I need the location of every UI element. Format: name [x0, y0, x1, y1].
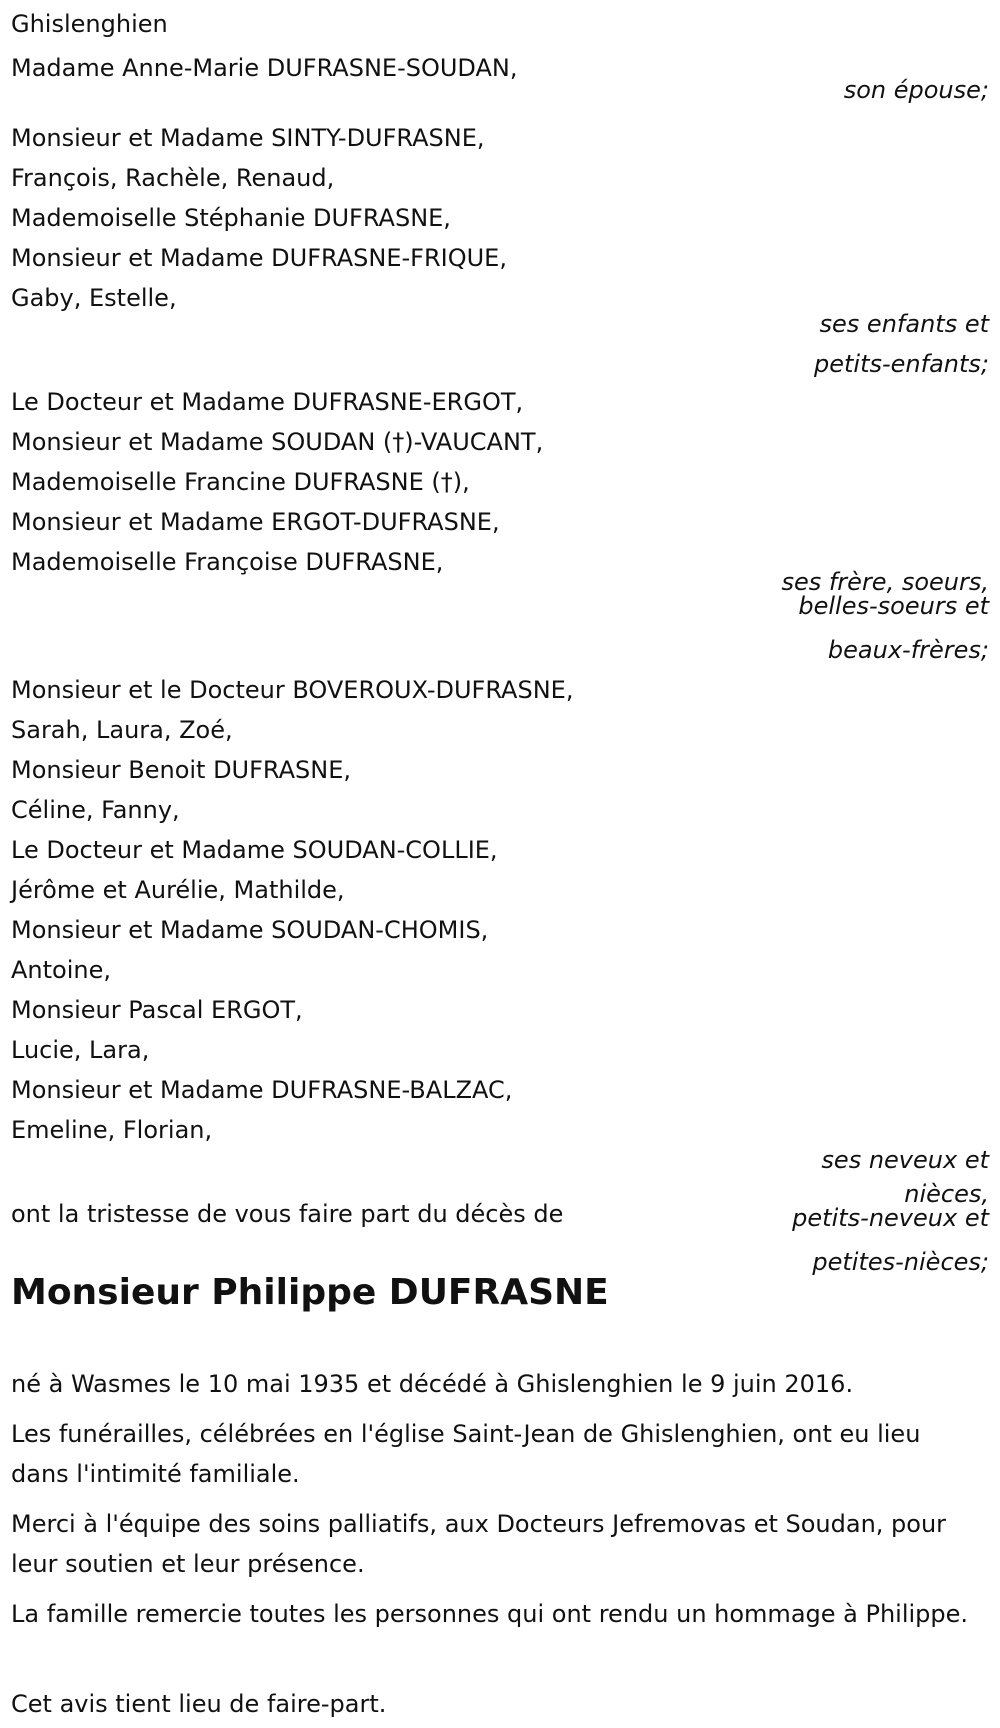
- family-member-line: Monsieur Pascal ERGOT,: [11, 996, 303, 1024]
- announcement-text: ont la tristesse de vous faire part du décès de: [11, 1200, 564, 1228]
- relation-label: petits-neveux et: [792, 1204, 989, 1232]
- relation-label: ses enfants et: [819, 310, 989, 338]
- relation-label: ses frère, soeurs,: [781, 568, 989, 596]
- family-member-line: Gaby, Estelle,: [11, 284, 177, 312]
- relation-label: son épouse;: [843, 76, 989, 104]
- family-member-line: François, Rachèle, Renaud,: [11, 164, 335, 192]
- relation-label: nièces,: [904, 1180, 989, 1208]
- family-member-line: Emeline, Florian,: [11, 1116, 213, 1144]
- closing-note: Cet avis tient lieu de faire-part.: [11, 1690, 387, 1718]
- family-member-line: Monsieur et Madame SINTY-DUFRASNE,: [11, 124, 485, 152]
- family-member-line: Jérôme et Aurélie, Mathilde,: [11, 876, 345, 904]
- family-member-line: Antoine,: [11, 956, 111, 984]
- family-member-line: Monsieur et Madame ERGOT-DUFRASNE,: [11, 508, 500, 536]
- relation-label: beaux-frères;: [827, 636, 989, 664]
- relation-label: ses neveux et: [821, 1146, 989, 1174]
- thanks-paragraph: Merci à l'équipe des soins palliatifs, aux Docteurs Jefremovas et Soudan, pour leur soutien et leur présence.: [11, 1510, 947, 1578]
- birth-death-info: né à Wasmes le 10 mai 1935 et décédé à Ghislenghien le 9 juin 2016.: [11, 1370, 854, 1398]
- family-member-line: Monsieur et Madame DUFRASNE-BALZAC,: [11, 1076, 513, 1104]
- family-member-line: Le Docteur et Madame DUFRASNE-ERGOT,: [11, 388, 524, 416]
- relation-label: belles-soeurs et: [798, 592, 989, 620]
- family-member-line: Monsieur et Madame SOUDAN-CHOMIS,: [11, 916, 489, 944]
- family-member-line: Mademoiselle Stéphanie DUFRASNE,: [11, 204, 451, 232]
- family-member-line: Monsieur et le Docteur BOVEROUX-DUFRASNE,: [11, 676, 574, 704]
- relation-label: petites-nièces;: [812, 1248, 989, 1276]
- family-member-line: Sarah, Laura, Zoé,: [11, 716, 233, 744]
- family-thanks-paragraph: La famille remercie toutes les personnes qui ont rendu un hommage à Philippe.: [11, 1600, 969, 1628]
- family-member-line: Monsieur Benoit DUFRASNE,: [11, 756, 352, 784]
- family-member-line: Céline, Fanny,: [11, 796, 180, 824]
- funeral-info: Les funérailles, célébrées en l'église Saint-Jean de Ghislenghien, ont eu lieu dans l'intimité familiale.: [11, 1420, 921, 1488]
- relation-label: petits-enfants;: [814, 350, 989, 378]
- location: Ghislenghien: [11, 10, 168, 38]
- family-member-line: Madame Anne-Marie DUFRASNE-SOUDAN,: [11, 54, 518, 82]
- family-member-line: Mademoiselle Francine DUFRASNE (†),: [11, 468, 470, 496]
- family-member-line: Le Docteur et Madame SOUDAN-COLLIE,: [11, 836, 498, 864]
- family-member-line: Mademoiselle Françoise DUFRASNE,: [11, 548, 444, 576]
- deceased-name: Monsieur Philippe DUFRASNE: [11, 1272, 609, 1313]
- family-member-line: Lucie, Lara,: [11, 1036, 150, 1064]
- family-member-line: Monsieur et Madame SOUDAN (†)-VAUCANT,: [11, 428, 544, 456]
- family-member-line: Monsieur et Madame DUFRASNE-FRIQUE,: [11, 244, 507, 272]
